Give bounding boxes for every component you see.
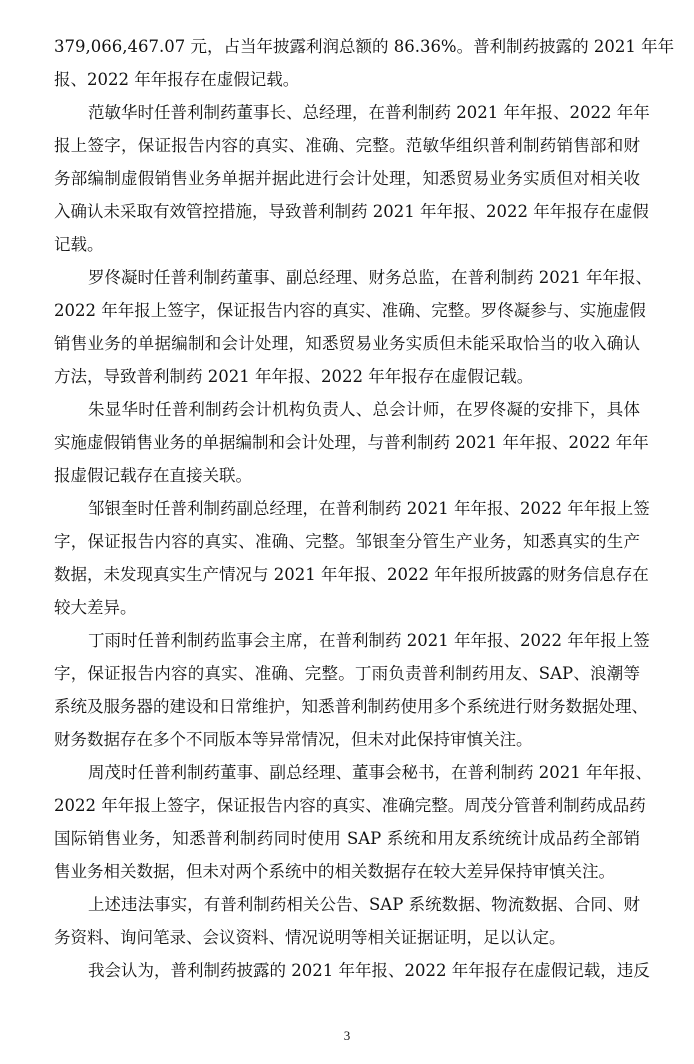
text-line: 务资料、询问笔录、会议资料、情况说明等相关证据证明，足以认定。 <box>54 928 566 947</box>
text-line: 实施虚假销售业务的单据编制和会计处理，与普利制药 2021 年年报、2022 年年 <box>54 433 649 452</box>
text-line: 379,066,467.07 元，占当年披露利润总额的 86.36%。普利制药披露的 2021 年年 <box>54 37 675 56</box>
text-line: 国际销售业务，知悉普利制药同时使用 SAP 系统和用友系统统计成品药全部销 <box>54 829 640 848</box>
page-number: 3 <box>343 1028 351 1043</box>
text-line: 系统及服务器的建设和日常维护，知悉普利制药使用多个系统进行财务数据处理、 <box>54 697 648 716</box>
text-line: 财务数据存在多个不同版本等异常情况，但未对此保持审慎关注。 <box>54 730 533 749</box>
text-line: 字，保证报告内容的真实、准确、完整。邹银奎分管生产业务，知悉真实的生产 <box>54 532 640 551</box>
text-line: 销售业务的单据编制和会计处理，知悉贸易业务实质但未能采取恰当的收入确认 <box>54 334 640 353</box>
paragraph-zhou-mao <box>54 756 652 888</box>
paragraph-ding-yu <box>54 624 650 756</box>
text-line: 报上签字，保证报告内容的真实、准确、完整。范敏华组织普利制药销售部和财 <box>54 136 640 155</box>
text-line: 2022 年年报上签字，保证报告内容的真实、准确完整。周茂分管普利制药成品药 <box>54 796 646 815</box>
text-line: 务部编制虚假销售业务单据并据此进行会计处理，知悉贸易业务实质但对相关收 <box>54 169 640 188</box>
paragraph-zou-yinkui <box>54 492 650 624</box>
text-line: 罗佟凝时任普利制药董事、副总经理、财务总监，在普利制药 2021 年年报、 <box>88 268 652 287</box>
paragraph-evidence <box>54 888 640 954</box>
text-line: 丁雨时任普利制药监事会主席，在普利制药 2021 年年报、2022 年年报上签 <box>88 631 650 650</box>
text-line: 邹银奎时任普利制药副总经理，在普利制药 2021 年年报、2022 年年报上签 <box>88 499 650 518</box>
paragraph-profit-share <box>54 30 675 96</box>
text-line: 记载。 <box>54 235 104 254</box>
paragraph-zhu-xianhua <box>54 393 649 492</box>
text-line: 范敏华时任普利制药董事长、总经理，在普利制药 2021 年年报、2022 年年 <box>88 103 650 122</box>
text-line: 上述违法事实，有普利制药相关公告、SAP 系统数据、物流数据、合同、财 <box>88 895 640 914</box>
text-line: 数据，未发现真实生产情况与 2021 年年报、2022 年年报所披露的财务信息存在 <box>54 565 649 584</box>
document-page-body <box>54 30 675 987</box>
text-line: 入确认未采取有效管控措施，导致普利制药 2021 年年报、2022 年年报存在虚假 <box>54 202 649 221</box>
text-line: 字，保证报告内容的真实、准确、完整。丁雨负责普利制药用友、SAP、浪潮等 <box>54 664 640 683</box>
text-line: 方法，导致普利制药 2021 年年报、2022 年年报存在虚假记载。 <box>54 367 534 386</box>
paragraph-conclusion <box>54 954 650 987</box>
paragraph-fan-minhua <box>54 96 650 261</box>
text-line: 售业务相关数据，但未对两个系统中的相关数据存在较大差异保持审慎关注。 <box>54 862 615 881</box>
paragraph-luo-tongning <box>54 261 652 393</box>
text-line: 周茂时任普利制药董事、副总经理、董事会秘书，在普利制药 2021 年年报、 <box>88 763 652 782</box>
text-line: 2022 年年报上签字，保证报告内容的真实、准确、完整。罗佟凝参与、实施虚假 <box>54 301 646 320</box>
text-line: 朱显华时任普利制药会计机构负责人、总会计师，在罗佟凝的安排下，具体 <box>88 400 640 419</box>
text-line: 较大差异。 <box>54 598 137 617</box>
text-line: 报、2022 年年报存在虚假记载。 <box>54 70 300 89</box>
text-line: 我会认为，普利制药披露的 2021 年年报、2022 年年报存在虚假记载，违反 <box>88 961 650 980</box>
text-line: 报虚假记载存在直接关联。 <box>54 466 252 485</box>
